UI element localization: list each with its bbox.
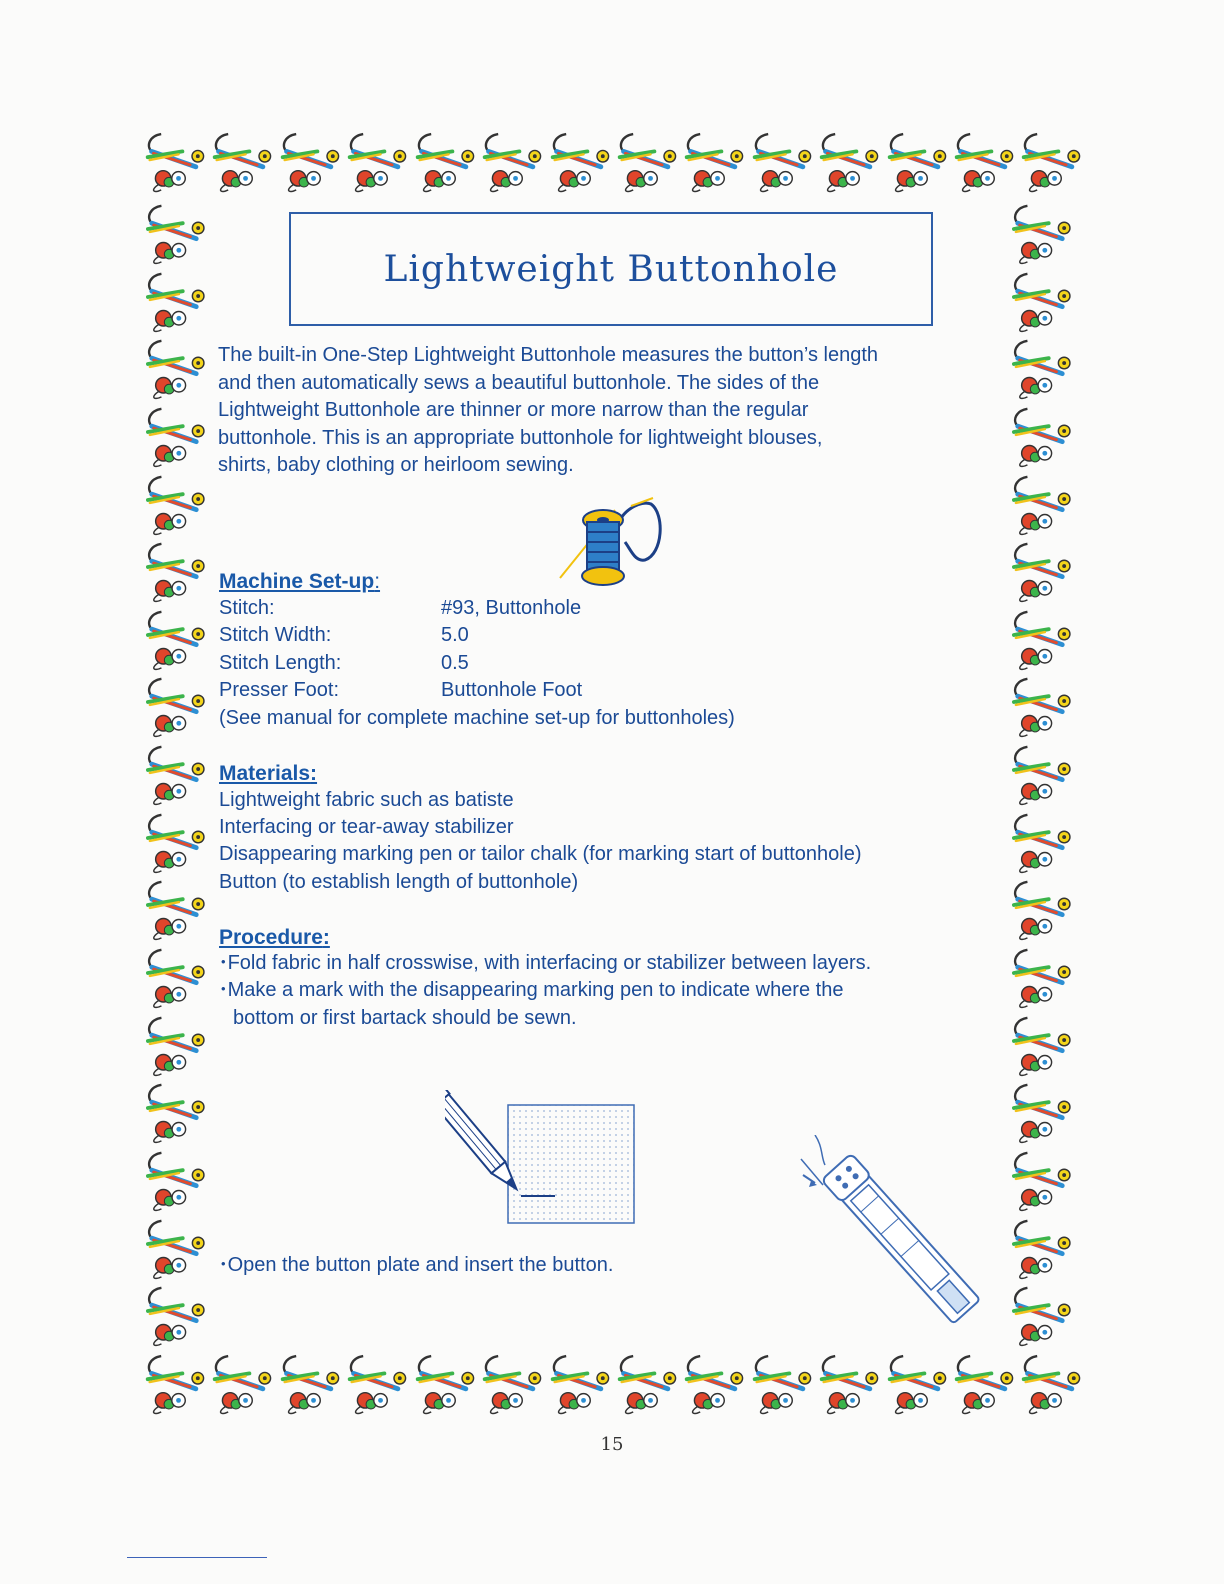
scissors-spool-icon	[1006, 809, 1074, 877]
intro-paragraph	[218, 342, 1018, 480]
scissors-spool-icon	[207, 1350, 274, 1418]
scissors-spool-icon	[949, 1350, 1016, 1418]
scissors-spool-icon	[1006, 538, 1074, 606]
page-number: 15	[600, 1434, 624, 1455]
scissors-spool-icon	[140, 1079, 208, 1147]
scissors-spool-icon	[342, 1350, 409, 1418]
scissors-spool-icon	[1006, 944, 1074, 1012]
setup-value: Buttonhole Foot	[441, 679, 583, 701]
setup-note: (See manual for complete machine set-up for buttonholes)	[219, 707, 735, 729]
scissors-spool-icon	[140, 809, 208, 877]
scissors-spool-icon	[342, 128, 409, 196]
scissors-spool-icon	[679, 128, 746, 196]
scissors-spool-icon	[1006, 673, 1074, 741]
scissors-spool-icon	[140, 335, 208, 403]
procedure-step: • Open the button plate and insert the button.	[221, 1254, 614, 1276]
title-frame	[289, 212, 933, 326]
scissors-spool-icon	[814, 128, 881, 196]
decorative-border-top	[140, 128, 1084, 208]
decorative-border-left	[140, 200, 220, 1350]
scissors-spool-icon	[949, 128, 1016, 196]
scissors-spool-icon	[477, 1350, 544, 1418]
scissors-spool-icon	[140, 1282, 208, 1350]
scissors-spool-icon	[140, 471, 208, 539]
material-item: Button (to establish length of buttonhole)	[219, 871, 579, 893]
scissors-spool-icon	[140, 1012, 208, 1080]
scissors-spool-icon	[1006, 1147, 1074, 1215]
scissors-spool-icon	[1006, 606, 1074, 674]
scissors-spool-icon	[140, 268, 208, 336]
scissors-spool-icon	[275, 1350, 342, 1418]
scissors-spool-icon	[140, 1350, 207, 1418]
scissors-spool-icon	[1006, 876, 1074, 944]
scissors-spool-icon	[140, 538, 208, 606]
scissors-spool-icon	[410, 1350, 477, 1418]
setup-label: Stitch Length:	[219, 652, 342, 674]
procedure-step-continuation: bottom or first bartack should be sewn.	[233, 1007, 577, 1029]
buttonhole-foot-illustration	[795, 1135, 1005, 1335]
scissors-spool-icon	[1016, 128, 1083, 196]
scissors-spool-icon	[207, 128, 274, 196]
scissors-spool-icon	[545, 128, 612, 196]
materials-heading: Materials:	[219, 762, 318, 785]
footnote-rule	[127, 1557, 267, 1558]
scissors-spool-icon	[1006, 268, 1074, 336]
scissors-spool-icon	[1006, 1012, 1074, 1080]
setup-value: #93, Buttonhole	[441, 597, 582, 619]
scissors-spool-icon	[1006, 1215, 1074, 1283]
procedure-step: • Make a mark with the disappearing marking pen to indicate where the	[221, 979, 844, 1001]
material-item: Interfacing or tear-away stabilizer	[219, 816, 514, 838]
intro-line: and then automatically sews a beautiful buttonhole. The sides of the	[218, 371, 820, 394]
scissors-spool-icon	[1006, 200, 1074, 268]
material-item: Disappearing marking pen or tailor chalk (for marking start of buttonhole)	[219, 843, 862, 865]
setup-label: Stitch Width:	[219, 624, 332, 646]
scissors-spool-icon	[140, 128, 207, 196]
fabric-swatch-illustration	[508, 1105, 634, 1223]
scissors-spool-icon	[140, 1147, 208, 1215]
scissors-spool-icon	[612, 128, 679, 196]
scissors-spool-icon	[882, 1350, 949, 1418]
scissors-spool-icon	[679, 1350, 746, 1418]
procedure-step: • Fold fabric in half crosswise, with interfacing or stabilizer between layers.	[221, 952, 872, 974]
scissors-spool-icon	[612, 1350, 679, 1418]
scissors-spool-icon	[275, 128, 342, 196]
intro-line: Lightweight Buttonhole are thinner or more narrow than the regular	[218, 399, 809, 421]
scissors-spool-icon	[747, 128, 814, 196]
setup-label: Stitch:	[219, 597, 275, 619]
machine-setup-heading: Machine Set-up:	[219, 570, 381, 593]
marking-pen-illustration	[445, 1090, 645, 1230]
setup-label: Presser Foot:	[219, 679, 340, 701]
scissors-spool-icon	[1016, 1350, 1083, 1418]
intro-line: shirts, baby clothing or heirloom sewing.	[218, 454, 574, 476]
scissors-spool-icon	[1006, 471, 1074, 539]
setup-value: 0.5	[441, 652, 469, 674]
scissors-spool-icon	[140, 673, 208, 741]
scissors-spool-icon	[140, 403, 208, 471]
scissors-spool-icon	[140, 741, 208, 809]
decorative-border-right	[1006, 200, 1086, 1350]
scissors-spool-icon	[140, 944, 208, 1012]
scissors-spool-icon	[882, 128, 949, 196]
scissors-spool-icon	[140, 200, 208, 268]
scissors-spool-icon	[410, 128, 477, 196]
scissors-spool-icon	[1006, 741, 1074, 809]
scissors-spool-icon	[1006, 1282, 1074, 1350]
scissors-spool-icon	[814, 1350, 881, 1418]
scissors-spool-icon	[1006, 1079, 1074, 1147]
scissors-spool-icon	[477, 128, 544, 196]
intro-line: buttonhole. This is an appropriate buttonhole for lightweight blouses,	[218, 426, 823, 449]
scissors-spool-icon	[140, 606, 208, 674]
scissors-spool-icon	[140, 876, 208, 944]
scissors-spool-icon	[140, 1215, 208, 1283]
decorative-border-bottom	[140, 1350, 1084, 1430]
page-title: Lightweight Buttonhole	[383, 248, 839, 290]
procedure-heading: Procedure:	[219, 926, 330, 949]
scissors-spool-icon	[747, 1350, 814, 1418]
material-item: Lightweight fabric such as batiste	[219, 789, 514, 811]
thread-spool-icon	[555, 490, 670, 590]
intro-line: The built-in One-Step Lightweight Buttonhole measures the button’s length	[218, 344, 879, 366]
scissors-spool-icon	[545, 1350, 612, 1418]
setup-value: 5.0	[441, 624, 469, 646]
